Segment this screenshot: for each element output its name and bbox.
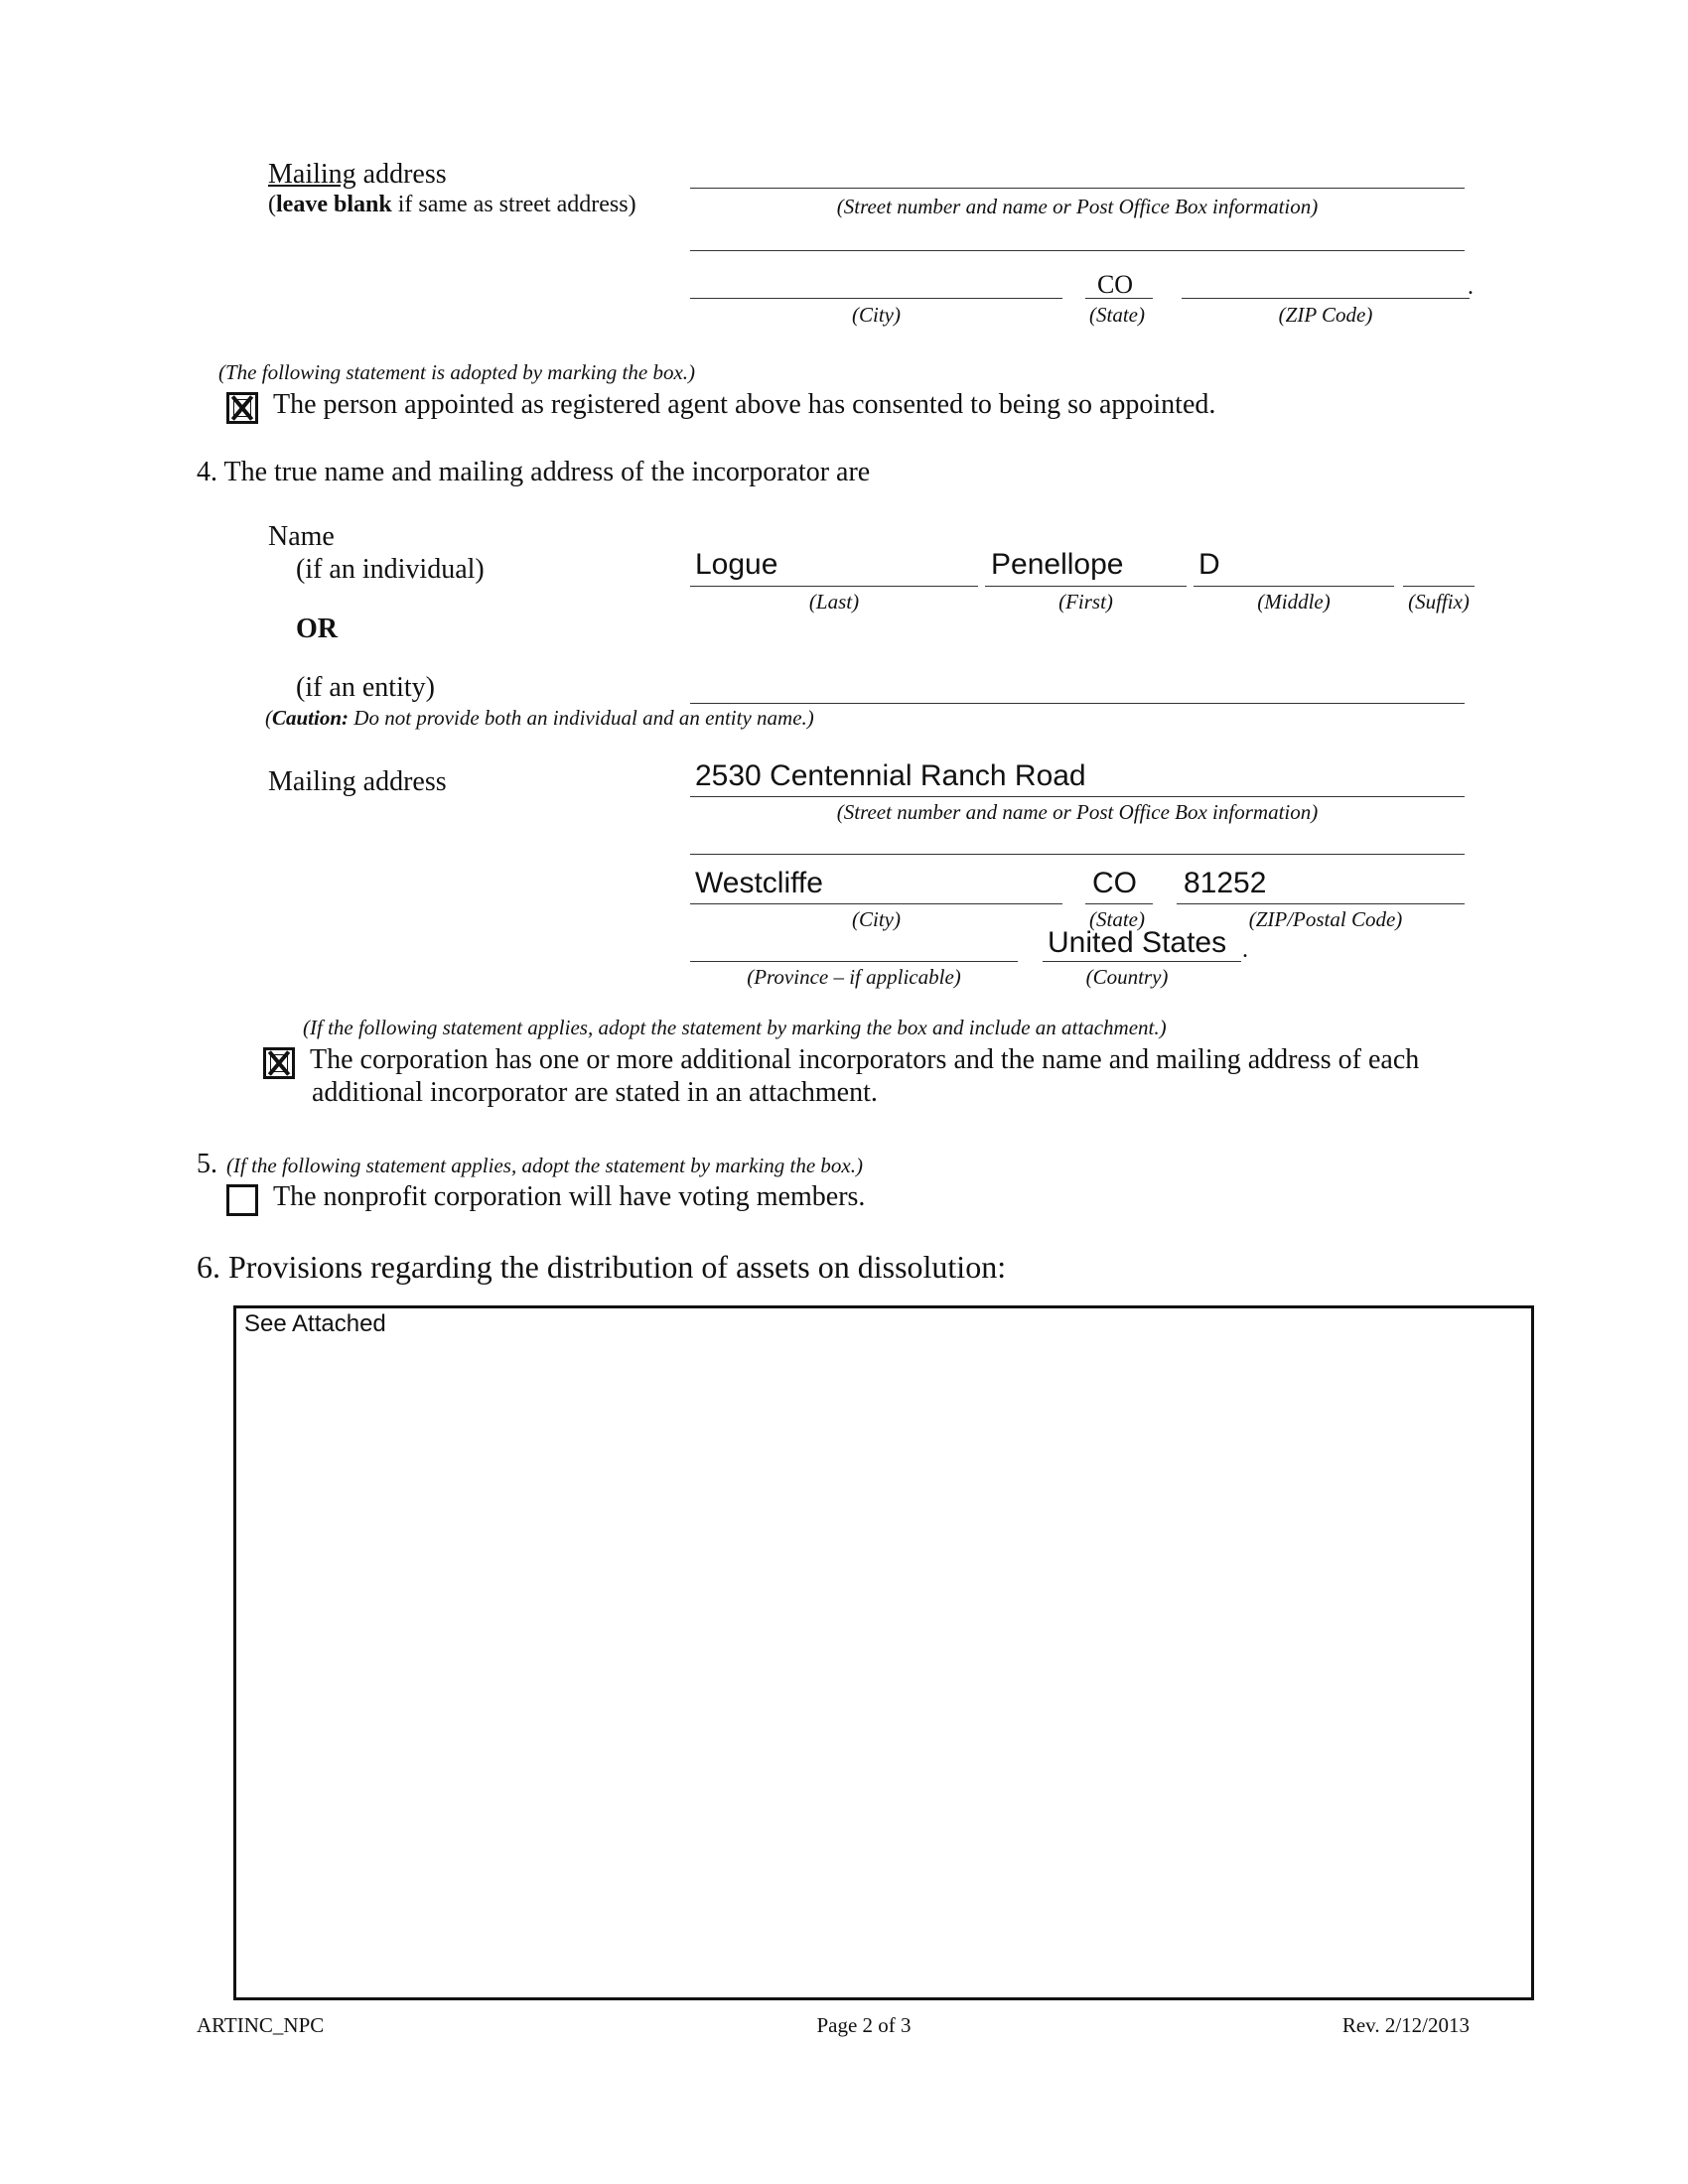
first-caption: (First) — [1058, 590, 1113, 614]
city-line[interactable] — [690, 903, 1062, 904]
agent-street-caption: (Street number and name or Post Office Box information) — [836, 195, 1319, 218]
first-name-line[interactable] — [985, 586, 1187, 587]
consent-text: The person appointed as registered agent above has consented to being so appointed. — [273, 389, 1216, 420]
or-label: OR — [296, 614, 338, 644]
consent-checkbox[interactable] — [226, 392, 258, 424]
agent-state-line — [1085, 298, 1153, 299]
leave-blank-bold: leave blank — [276, 192, 392, 217]
entity-name-line[interactable] — [690, 703, 1465, 704]
city-caption: (City) — [852, 907, 901, 931]
caution-paren: ( — [265, 706, 272, 730]
agent-city-caption: (City) — [852, 303, 901, 327]
country-line[interactable] — [1043, 961, 1241, 962]
agent-trailing-period: . — [1468, 274, 1474, 300]
city-value: Westcliffe — [695, 867, 823, 899]
voting-members-text: The nonprofit corporation will have voting members. — [273, 1181, 866, 1212]
consent-hint: (The following statement is adopted by marking the box.) — [218, 360, 696, 384]
section4-heading: 4. The true name and mailing address of the incorporator are — [197, 457, 871, 487]
additional-text-line2: additional incorporator are stated in an attachment. — [312, 1077, 878, 1108]
footer-page-number: Page 2 of 3 — [816, 2013, 912, 2037]
province-caption: (Province – if applicable) — [747, 965, 961, 989]
leave-blank-note — [268, 192, 636, 218]
additional-checkbox-inner — [270, 1054, 288, 1072]
street-caption: (Street number and name or Post Office Box information) — [836, 800, 1319, 824]
last-name-line[interactable] — [690, 586, 978, 587]
caution-bold: Caution: — [272, 706, 350, 730]
agent-state-value: CO — [1096, 270, 1134, 299]
if-individual-label: (if an individual) — [296, 554, 485, 585]
agent-street-line[interactable] — [690, 188, 1465, 189]
state-caption: (State) — [1089, 907, 1145, 931]
additional-text-line1: The corporation has one or more additional incorporators and the name and mailing address of each — [310, 1044, 1420, 1075]
footer-revision: Rev. 2/12/2013 — [1341, 2013, 1470, 2037]
leave-blank-rest: if same as street address) — [397, 192, 636, 217]
additional-incorporators-hint: (If the following statement applies, adopt the statement by marking the box and include an attachment.) — [303, 1016, 1167, 1039]
agent-zip-line[interactable] — [1182, 298, 1470, 299]
last-name-value: Logue — [695, 548, 778, 581]
country-trailing-period: . — [1242, 937, 1248, 963]
section5-hint: (If the following statement applies, adopt the statement by marking the box.) — [226, 1154, 863, 1177]
section5-number: 5. — [197, 1149, 217, 1179]
middle-caption: (Middle) — [1257, 590, 1331, 614]
mailing-underlined-word: Mailing — [268, 159, 356, 190]
additional-incorporators-checkbox[interactable] — [263, 1047, 295, 1079]
first-name-value: Penellope — [991, 548, 1124, 581]
middle-name-value: D — [1198, 548, 1220, 581]
incorporator-mailing-label: Mailing address — [268, 766, 447, 797]
footer-form-id: ARTINC_NPC — [197, 2013, 325, 2037]
name-label: Name — [268, 521, 335, 552]
state-line[interactable] — [1085, 903, 1153, 904]
note-paren: ( — [268, 192, 276, 217]
last-caption: (Last) — [808, 590, 860, 614]
street-value: 2530 Centennial Ranch Road — [695, 759, 1086, 792]
middle-name-line[interactable] — [1194, 586, 1394, 587]
agent-city-line[interactable] — [690, 298, 1062, 299]
voting-members-checkbox[interactable] — [226, 1184, 258, 1216]
agent-state-caption: (State) — [1089, 303, 1145, 327]
suffix-line[interactable] — [1403, 586, 1475, 587]
agent-street-line-2[interactable] — [690, 250, 1465, 251]
consent-checkbox-inner — [233, 399, 251, 417]
dissolution-box-text: See Attached — [244, 1310, 386, 1337]
section6-heading: 6. Provisions regarding the distribution of assets on dissolution: — [197, 1249, 1007, 1285]
agent-zip-caption: (ZIP Code) — [1278, 303, 1373, 327]
province-line[interactable] — [690, 961, 1018, 962]
zip-line[interactable] — [1177, 903, 1465, 904]
if-entity-label: (if an entity) — [296, 672, 435, 703]
country-value: United States — [1048, 926, 1227, 959]
mailing-address-word: address — [362, 159, 447, 190]
caution-note — [265, 706, 814, 731]
zip-caption: (ZIP/Postal Code) — [1248, 907, 1403, 931]
caution-rest: Do not provide both an individual and an entity name.) — [353, 706, 814, 730]
street-line-2[interactable] — [690, 854, 1465, 855]
zip-value: 81252 — [1184, 867, 1267, 899]
state-value: CO — [1092, 867, 1137, 899]
mailing-address-label — [268, 159, 447, 191]
country-caption: (Country) — [1085, 965, 1169, 989]
dissolution-provisions-box[interactable] — [233, 1305, 1534, 2000]
street-line[interactable] — [690, 796, 1465, 797]
suffix-caption: (Suffix) — [1408, 590, 1470, 614]
